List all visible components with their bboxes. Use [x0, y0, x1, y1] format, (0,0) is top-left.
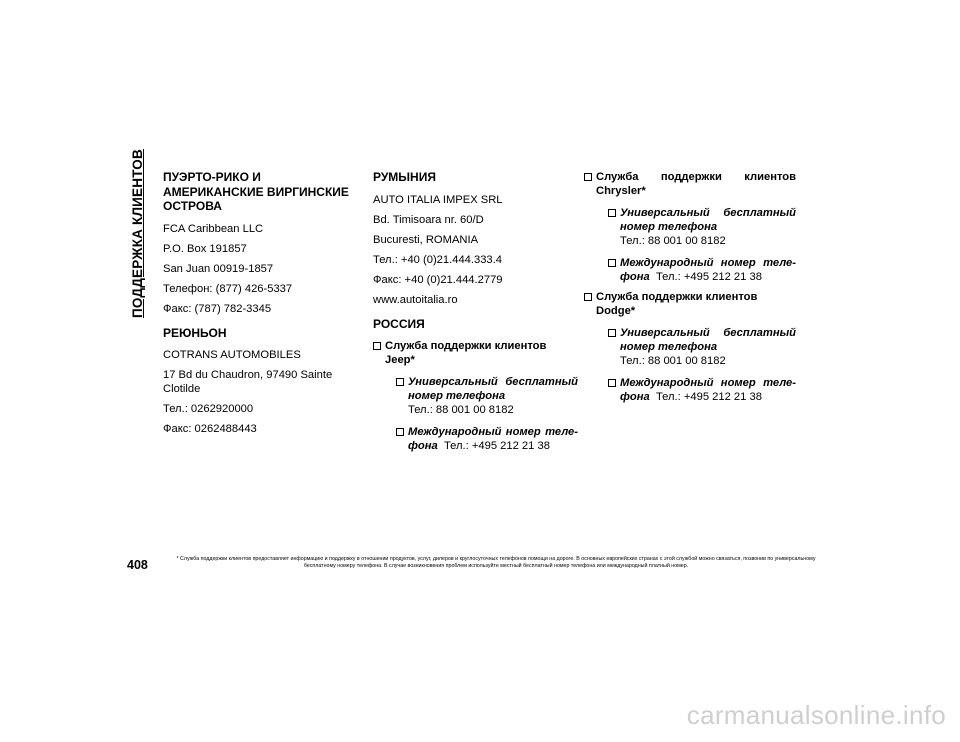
text-line: Факс: (787) 782-3345 [163, 302, 272, 315]
bullet-intl-number [608, 256, 796, 284]
column-3 [584, 170, 796, 410]
bullet-label: Универсальный бесплатный [620, 207, 796, 219]
bullet-label: фона [408, 440, 438, 452]
checkbox-square-icon [373, 342, 381, 350]
bullet-label: Служба поддержки клиентов Jeep* [385, 340, 547, 366]
text-line: FCA Caribbean LLC [163, 222, 264, 235]
bullet-label: фона [620, 271, 650, 283]
phone-number: Тел.: +495 212 21 38 [655, 391, 762, 403]
bullet-label: Международный номер теле- [620, 257, 796, 269]
bullet-free-number [608, 326, 796, 368]
bullet-free-number [396, 375, 578, 417]
heading-reunion: РЕЮНЬОН [163, 325, 227, 340]
bullet-label: Международный номер теле- [620, 377, 796, 389]
text-line: Факс: +40 (0)21.444.2779 [373, 273, 503, 286]
bullet-chrysler [584, 170, 796, 198]
checkbox-square-icon [608, 259, 616, 267]
bullet-label: номер телефона [620, 221, 718, 233]
bullet-label: Служба поддержки клиентов Dodge* [596, 291, 758, 317]
heading-romania: РУМЫНИЯ [373, 170, 436, 184]
text-line: Bucuresti, ROMANIA [373, 233, 479, 246]
phone-number: Тел.: 88 001 00 8182 [620, 355, 726, 367]
bullet-label: Универсальный бесплатный [408, 376, 578, 388]
bullet-dodge [584, 290, 796, 318]
checkbox-square-icon [584, 293, 592, 301]
phone-number: Тел.: 88 001 00 8182 [620, 235, 726, 247]
bullet-label: номер телефона [408, 390, 506, 402]
text-line: Телефон: (877) 426-5337 [163, 282, 293, 295]
text-line: Bd. Timisoara nr. 60/D [373, 213, 484, 226]
text-line: Факс: 0262488443 [163, 423, 257, 435]
column-1 [163, 170, 363, 442]
text-line: Тел.: +40 (0)21.444.333.4 [373, 253, 502, 266]
page-number: 408 [127, 558, 148, 572]
checkbox-square-icon [584, 173, 592, 181]
phone-number: Тел.: +495 212 21 38 [655, 271, 762, 283]
bullet-intl-number [608, 376, 796, 404]
phone-number: Тел.: 88 001 00 8182 [408, 404, 514, 416]
bullet-label: Универсальный бесплатный [620, 327, 796, 339]
text-line: AUTO ITALIA IMPEX SRL [373, 193, 503, 206]
text-line: COTRANS AUTOMOBILES [163, 349, 301, 361]
bullet-label: Международный номер теле- [408, 426, 578, 438]
bullet-label: номер телефона [620, 341, 718, 353]
checkbox-square-icon [396, 378, 404, 386]
checkbox-square-icon [608, 379, 616, 387]
checkbox-square-icon [608, 329, 616, 337]
watermark: carmanualsonline.info [686, 700, 946, 730]
bullet-intl-number [396, 425, 578, 453]
text-line: San Juan 00919-1857 [163, 262, 274, 275]
text-line: P.O. Box 191857 [163, 242, 247, 255]
bullet-label: Chrysler* [596, 185, 646, 197]
footnote: * Служба поддержки клиентов предоставляет информацию и поддержку в отношении продуктов, услуг, дилеров и круглосуточных телефонов помощи на дороге. В основных европейских странах с этой службой можно связаться, позвонив по универсальному бесплатному номеру телефона. В случае возникновения проблем используйте местный бесплатный номер телефона или международный платный номер. [176, 556, 816, 569]
bullet-free-number [608, 206, 796, 248]
phone-number: Тел.: +495 212 21 38 [443, 440, 550, 452]
section-side-tab [126, 149, 156, 318]
text-line: Тел.: 0262920000 [163, 403, 254, 415]
website-link: www.autoitalia.ro [373, 293, 458, 306]
column-2 [373, 170, 578, 459]
text-line: 17 Bd du Chaudron, 97490 Sainte Clotilde [163, 369, 333, 395]
heading-puerto-rico: ПУЭРТО-РИКО И АМЕРИКАНСКИЕ ВИРГИНСКИЕ ОСТРОВА [163, 170, 349, 213]
checkbox-square-icon [396, 428, 404, 436]
heading-russia: РОССИЯ [373, 316, 425, 331]
section-side-tab-label: ПОДДЕРЖКА КЛИЕНТОВ [130, 149, 145, 318]
bullet-label: Служба поддержки клиентов [596, 171, 796, 183]
bullet-label: фона [620, 391, 650, 403]
checkbox-square-icon [608, 209, 616, 217]
bullet-jeep [373, 339, 578, 367]
